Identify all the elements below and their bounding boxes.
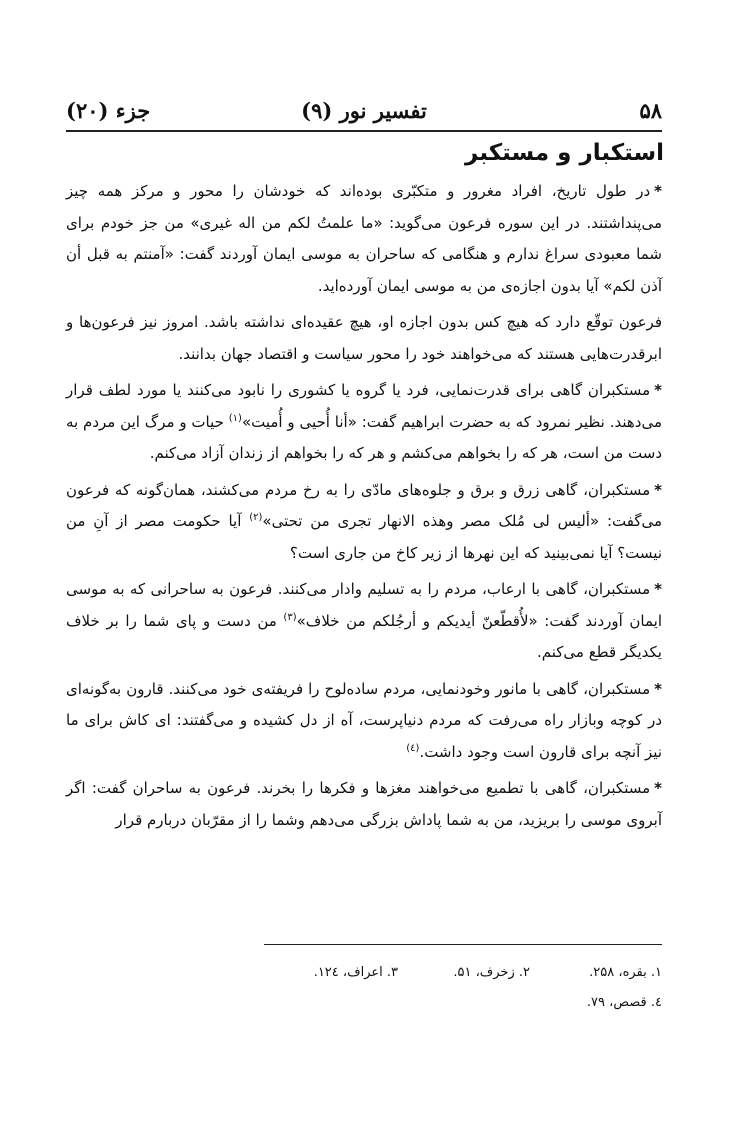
- paragraph-text: مستکبران، گاهی با ارعاب، مردم را به تسلیم وادار می‌کنند. فرعون به ساحرانی که به موسی ایمان آوردند گفت: «لأُقطّعنّ أیدیکم و أرجُلکم من خلاف»: [66, 580, 662, 630]
- footnote-4: ٤. قصص، ۷۹.: [586, 995, 662, 1010]
- footnote-2: ۲. زخرف، ۵۱.: [453, 965, 530, 980]
- bullet-marker: *: [654, 679, 662, 698]
- footnote-3: ۳. اعراف، ۱۲٤.: [313, 965, 398, 980]
- paragraph-text-cont: من دست و پای شما را بر خلاف یکدیگر قطع می‌کنم.: [66, 611, 662, 661]
- footnote-divider: [264, 944, 662, 945]
- footnote-ref[interactable]: (۳): [283, 611, 297, 623]
- paragraph-text: مستکبران گاهی برای قدرت‌نمایی، فرد یا گروه یا کشوری را نابود می‌کنند یا مورد لطف قرار می‌دهند. نظیر نمرود که به حضرت ابراهیم گفت: «أنا أُحیی و أُمیت»: [66, 381, 662, 431]
- paragraph-text: مستکبران، گاهی زرق و برق و جلوه‌های مادّی را به رخ مردم می‌کشند، همان‌گونه که فرعون می‌گفت: «ألیس لی مُلک مصر وهذه الانهار تجری من تحتی»: [66, 480, 662, 530]
- paragraph-text-cont: حیات و مرگ این مردم به دست من است، هر که را بخواهم می‌کشم و هر که را بخواهم از زندان آزاد می‌کنم.: [66, 412, 662, 462]
- paragraph-text: در طول تاریخ، افراد مغرور و متکبّری بوده‌اند که خودشان را محور و مرکز همه چیز می‌پنداشتند. در این سوره فرعون می‌گوید: «ما علمتُ لکم من اله غیری» من جز خودم برای شما معبودی سراغ ندارم و هنگامی که ساحران به موسی ایمان آوردند گفت: «آمنتم به قبل أن آذن لکم» آیا بدون اجازه‌ی من به موسی ایمان آورده‌اید.: [66, 182, 662, 295]
- footnotes: [66, 958, 662, 1018]
- paragraph: [66, 574, 662, 669]
- paragraph: [66, 475, 662, 570]
- paragraph-text: مستکبران، گاهی با مانور وخودنمایی، مردم ساده‌لوح را فریفته‌ی خود می‌کنند. قارون به‌گونه‌ای در کوچه وبازار راه می‌رفت که مردم دنیاپرست، آه از دل کشیده و می‌گفتند: ای کاش برای ما نیز آنچه برای قارون است وجود داشت.: [66, 679, 662, 761]
- footnote-1: ۱. بقره، ۲۵۸.: [589, 965, 662, 980]
- paragraph: [66, 307, 662, 370]
- bullet-marker: *: [654, 381, 662, 399]
- footnote-row: [66, 988, 662, 1018]
- page-number: ۵۸: [639, 98, 662, 123]
- footnote-ref[interactable]: (۲): [249, 512, 263, 523]
- bullet-marker: *: [654, 182, 662, 200]
- bullet-marker: *: [654, 580, 662, 598]
- bullet-marker: *: [654, 480, 662, 499]
- body-text: [66, 176, 662, 841]
- running-header: [66, 94, 662, 132]
- paragraph-text: فرعون توقّع دارد که هیچ کس بدون اجازه او، هیچ عقیده‌ای نداشته باشد. امروز نیز فرعون‌ها و ابرقدرت‌هایی هستند که می‌خواهند خود را محور سیاست و اقتصاد جهان بدانند.: [66, 313, 662, 363]
- paragraph: [66, 674, 662, 769]
- footnote-row: [66, 958, 662, 988]
- book-title: تفسیر نور (۹): [301, 98, 427, 123]
- paragraph: [66, 176, 662, 302]
- paragraph-text: مستکبران، گاهی با تطمیع می‌خواهند مغزها و فکرها را بخرند. فرعون به ساحران گفت: اگر آبروی موسی را بریزید، من به شما پاداش بزرگی می‌دهم وشما را از مقرّبان دربارم قرار: [66, 779, 662, 829]
- paragraph: [66, 773, 662, 836]
- bullet-marker: *: [654, 779, 662, 797]
- footnote-ref[interactable]: (۱): [228, 412, 242, 424]
- paragraph: [66, 375, 662, 470]
- part-number: جزء (۲۰): [66, 98, 151, 123]
- footnote-ref[interactable]: (٤): [406, 742, 420, 754]
- section-title: استکبار و مستکبر: [465, 140, 664, 166]
- paragraph-text-cont: آیا حکومت مصر از آنِ من نیست؟ آیا نمی‌بینید که این نهرها از زیر کاخ من جاری است؟: [66, 512, 662, 562]
